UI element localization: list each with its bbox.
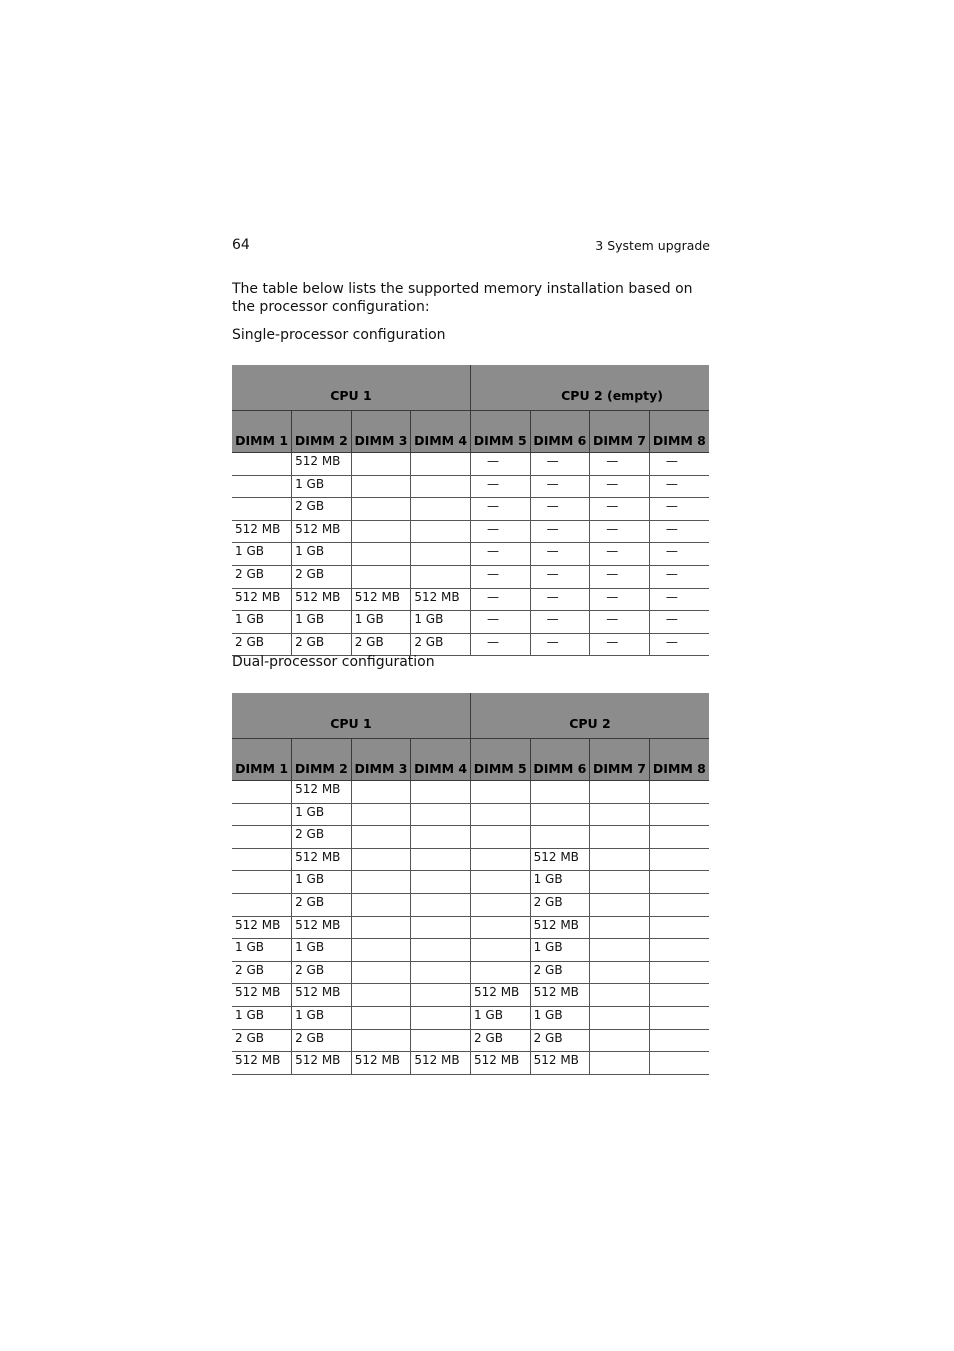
table-cell	[351, 475, 411, 498]
table-cell: —	[530, 565, 590, 588]
table-cell	[351, 961, 411, 984]
table-cell: 512 MB	[292, 1052, 352, 1075]
table-cell	[411, 984, 471, 1007]
table-cell	[232, 826, 292, 849]
table-cell: 1 GB	[292, 871, 352, 894]
table-row	[232, 939, 709, 962]
table-cell	[411, 848, 471, 871]
table-cell: —	[590, 611, 650, 634]
table-cell: 2 GB	[292, 1029, 352, 1052]
dimm-header-3: DIMM 3	[351, 411, 411, 453]
cpu2-header: CPU 2 (empty)	[470, 365, 709, 411]
table-row	[232, 848, 709, 871]
table-cell	[411, 1006, 471, 1029]
table-cell: 512 MB	[292, 520, 352, 543]
table-cell	[649, 803, 709, 826]
table-cell	[351, 1029, 411, 1052]
table-cell	[411, 781, 471, 804]
table-row	[232, 633, 709, 656]
table-cell: 512 MB	[232, 916, 292, 939]
table-cell: —	[649, 453, 709, 476]
table-cell	[411, 453, 471, 476]
table-cell: —	[590, 633, 650, 656]
table-cell	[232, 475, 292, 498]
table-cell: —	[530, 588, 590, 611]
table-cell: —	[649, 475, 709, 498]
table-cell	[232, 781, 292, 804]
table-cell: —	[649, 611, 709, 634]
table-cell: —	[590, 565, 650, 588]
table-cell	[649, 984, 709, 1007]
table-cell	[590, 826, 650, 849]
table-row	[232, 475, 709, 498]
table-cell: 512 MB	[292, 916, 352, 939]
table-cell	[351, 453, 411, 476]
table-cell: —	[530, 633, 590, 656]
table-cell: —	[470, 565, 530, 588]
table-cell	[590, 893, 650, 916]
table-cell	[351, 1006, 411, 1029]
table-cell: 512 MB	[292, 781, 352, 804]
dimm-header-6: DIMM 6	[530, 739, 590, 781]
table-cell	[351, 826, 411, 849]
table-cell: 512 MB	[470, 1052, 530, 1075]
table-cell	[649, 939, 709, 962]
table-cell	[470, 848, 530, 871]
table-cell: 512 MB	[292, 453, 352, 476]
table-cell: —	[530, 453, 590, 476]
table-cell	[470, 939, 530, 962]
table-cell: —	[470, 588, 530, 611]
table-row	[232, 871, 709, 894]
table-cell: 2 GB	[232, 961, 292, 984]
table-cell: —	[590, 475, 650, 498]
table-cell: 2 GB	[530, 1029, 590, 1052]
table-row	[232, 961, 709, 984]
dimm-header-1: DIMM 1	[232, 739, 292, 781]
page-number: 64	[232, 237, 250, 253]
dual-processor-table	[232, 693, 709, 1075]
table-cell	[649, 916, 709, 939]
table-cell: —	[530, 611, 590, 634]
table-cell	[590, 984, 650, 1007]
table-cell	[411, 916, 471, 939]
table-cell: —	[470, 453, 530, 476]
table-cell: 1 GB	[292, 611, 352, 634]
table-cell: 512 MB	[292, 588, 352, 611]
table-cell	[590, 1029, 650, 1052]
table-cell: 1 GB	[232, 939, 292, 962]
table-cell: 2 GB	[470, 1029, 530, 1052]
dimm-header-5: DIMM 5	[470, 739, 530, 781]
table-cell: 2 GB	[232, 633, 292, 656]
table-cell: 1 GB	[232, 611, 292, 634]
table-cell: —	[470, 475, 530, 498]
table-cell: 2 GB	[232, 1029, 292, 1052]
dimm-header-3: DIMM 3	[351, 739, 411, 781]
table-cell: 512 MB	[232, 1052, 292, 1075]
table-cell: 1 GB	[470, 1006, 530, 1029]
table-cell	[351, 871, 411, 894]
table-cell	[351, 916, 411, 939]
table-row	[232, 520, 709, 543]
table-cell	[411, 893, 471, 916]
table-cell	[590, 848, 650, 871]
table-cell	[411, 1029, 471, 1052]
table-cell: 2 GB	[411, 633, 471, 656]
table-cell	[470, 781, 530, 804]
single-processor-title: Single-processor configuration	[232, 327, 446, 343]
table-cell: —	[590, 520, 650, 543]
table-cell: 512 MB	[530, 984, 590, 1007]
table-cell: —	[649, 633, 709, 656]
table-cell	[411, 520, 471, 543]
dimm-header-6: DIMM 6	[530, 411, 590, 453]
table-cell	[590, 916, 650, 939]
table-cell	[351, 803, 411, 826]
table-cell	[590, 781, 650, 804]
table-cell	[470, 871, 530, 894]
table-cell	[590, 871, 650, 894]
table-cell: 512 MB	[411, 1052, 471, 1075]
table-cell: 1 GB	[530, 871, 590, 894]
table-cell	[351, 520, 411, 543]
table-cell: —	[470, 633, 530, 656]
table-cell: —	[530, 475, 590, 498]
table-row	[232, 893, 709, 916]
table-row	[232, 984, 709, 1007]
cpu2-header: CPU 2	[470, 693, 709, 739]
table-cell	[590, 1006, 650, 1029]
table-cell: 2 GB	[292, 826, 352, 849]
table-cell	[351, 939, 411, 962]
table-cell	[411, 939, 471, 962]
table-cell: 2 GB	[292, 633, 352, 656]
table-cell: —	[590, 543, 650, 566]
table-cell	[649, 781, 709, 804]
table-cell: 512 MB	[232, 588, 292, 611]
table-cell	[411, 803, 471, 826]
table-cell	[590, 803, 650, 826]
table-cell: 1 GB	[530, 1006, 590, 1029]
table-cell	[649, 961, 709, 984]
table-cell: 2 GB	[292, 498, 352, 521]
dimm-header-8: DIMM 8	[649, 411, 709, 453]
table-cell	[351, 848, 411, 871]
table-cell: 2 GB	[530, 961, 590, 984]
table-cell: 512 MB	[411, 588, 471, 611]
table-cell	[470, 916, 530, 939]
table-cell: 512 MB	[232, 520, 292, 543]
table-cell: 1 GB	[292, 1006, 352, 1029]
dimm-header-7: DIMM 7	[590, 739, 650, 781]
table-cell	[232, 803, 292, 826]
table-cell: 1 GB	[292, 475, 352, 498]
table-cell	[649, 893, 709, 916]
dimm-header-4: DIMM 4	[411, 739, 471, 781]
table-cell: —	[649, 520, 709, 543]
table-row	[232, 611, 709, 634]
table-cell	[470, 826, 530, 849]
table-cell	[411, 498, 471, 521]
running-header: 3 System upgrade	[595, 238, 710, 253]
table-cell	[411, 475, 471, 498]
table-cell: 2 GB	[232, 565, 292, 588]
table-cell	[411, 961, 471, 984]
table-cell	[351, 543, 411, 566]
dimm-header-1: DIMM 1	[232, 411, 292, 453]
cpu1-header: CPU 1	[232, 693, 470, 739]
table-row	[232, 916, 709, 939]
table-cell: —	[530, 543, 590, 566]
table-cell	[232, 498, 292, 521]
table-row	[232, 781, 709, 804]
table-row	[232, 1052, 709, 1075]
table-cell	[649, 1006, 709, 1029]
table-cell	[411, 871, 471, 894]
table-cell: —	[649, 588, 709, 611]
table-row	[232, 453, 709, 476]
table-cell	[232, 893, 292, 916]
table-cell: 512 MB	[530, 916, 590, 939]
table-cell: 512 MB	[530, 848, 590, 871]
table-cell: 2 GB	[292, 961, 352, 984]
table-cell: —	[530, 520, 590, 543]
table-cell	[530, 826, 590, 849]
table-row	[232, 826, 709, 849]
table-cell	[351, 498, 411, 521]
table-cell: —	[590, 588, 650, 611]
table-cell: 1 GB	[351, 611, 411, 634]
table-cell: —	[470, 498, 530, 521]
table-cell: 512 MB	[232, 984, 292, 1007]
table-cell	[351, 565, 411, 588]
table-cell: 1 GB	[232, 543, 292, 566]
table-cell: —	[590, 498, 650, 521]
table-cell: 512 MB	[470, 984, 530, 1007]
table-cell	[351, 781, 411, 804]
table-cell: 1 GB	[411, 611, 471, 634]
table-cell: 512 MB	[292, 984, 352, 1007]
table-cell	[649, 848, 709, 871]
table-row	[232, 1006, 709, 1029]
table-cell	[232, 871, 292, 894]
table-cell: —	[590, 453, 650, 476]
dimm-header-5: DIMM 5	[470, 411, 530, 453]
table-cell	[351, 984, 411, 1007]
dimm-header-2: DIMM 2	[292, 739, 352, 781]
table-cell: —	[470, 611, 530, 634]
table-cell	[470, 893, 530, 916]
table-cell: 1 GB	[530, 939, 590, 962]
table-row	[232, 588, 709, 611]
table-cell: 512 MB	[351, 1052, 411, 1075]
table-cell	[590, 961, 650, 984]
table-cell: 512 MB	[530, 1052, 590, 1075]
table-cell	[232, 453, 292, 476]
table-cell	[470, 961, 530, 984]
table-cell: 512 MB	[351, 588, 411, 611]
table-cell: 2 GB	[530, 893, 590, 916]
table-cell: —	[649, 498, 709, 521]
table-cell: 512 MB	[292, 848, 352, 871]
dimm-header-4: DIMM 4	[411, 411, 471, 453]
table-cell: 2 GB	[292, 565, 352, 588]
table-cell	[649, 826, 709, 849]
table-cell	[411, 543, 471, 566]
table-cell	[351, 893, 411, 916]
table-cell	[649, 871, 709, 894]
table-cell	[411, 565, 471, 588]
table-cell	[470, 803, 530, 826]
table-row	[232, 543, 709, 566]
cpu1-header: CPU 1	[232, 365, 470, 411]
table-row	[232, 803, 709, 826]
table-cell	[411, 826, 471, 849]
table-cell: —	[649, 543, 709, 566]
table-cell: 1 GB	[292, 803, 352, 826]
intro-paragraph: The table below lists the supported memory installation based on the processor configuration:	[232, 281, 693, 315]
table-cell: 2 GB	[351, 633, 411, 656]
dimm-header-8: DIMM 8	[649, 739, 709, 781]
table-cell: 2 GB	[292, 893, 352, 916]
table-cell	[649, 1052, 709, 1075]
table-cell: —	[649, 565, 709, 588]
table-cell: —	[470, 543, 530, 566]
table-cell	[530, 781, 590, 804]
table-cell: 1 GB	[292, 939, 352, 962]
table-cell	[649, 1029, 709, 1052]
table-cell	[232, 848, 292, 871]
table-cell	[530, 803, 590, 826]
dual-processor-title: Dual-processor configuration	[232, 654, 435, 670]
table-row	[232, 565, 709, 588]
single-processor-table	[232, 365, 709, 656]
table-cell	[590, 1052, 650, 1075]
table-cell: —	[530, 498, 590, 521]
table-cell: 1 GB	[232, 1006, 292, 1029]
table-cell	[590, 939, 650, 962]
table-cell: 1 GB	[292, 543, 352, 566]
dimm-header-7: DIMM 7	[590, 411, 650, 453]
dimm-header-2: DIMM 2	[292, 411, 352, 453]
table-cell: —	[470, 520, 530, 543]
table-row	[232, 1029, 709, 1052]
table-row	[232, 498, 709, 521]
